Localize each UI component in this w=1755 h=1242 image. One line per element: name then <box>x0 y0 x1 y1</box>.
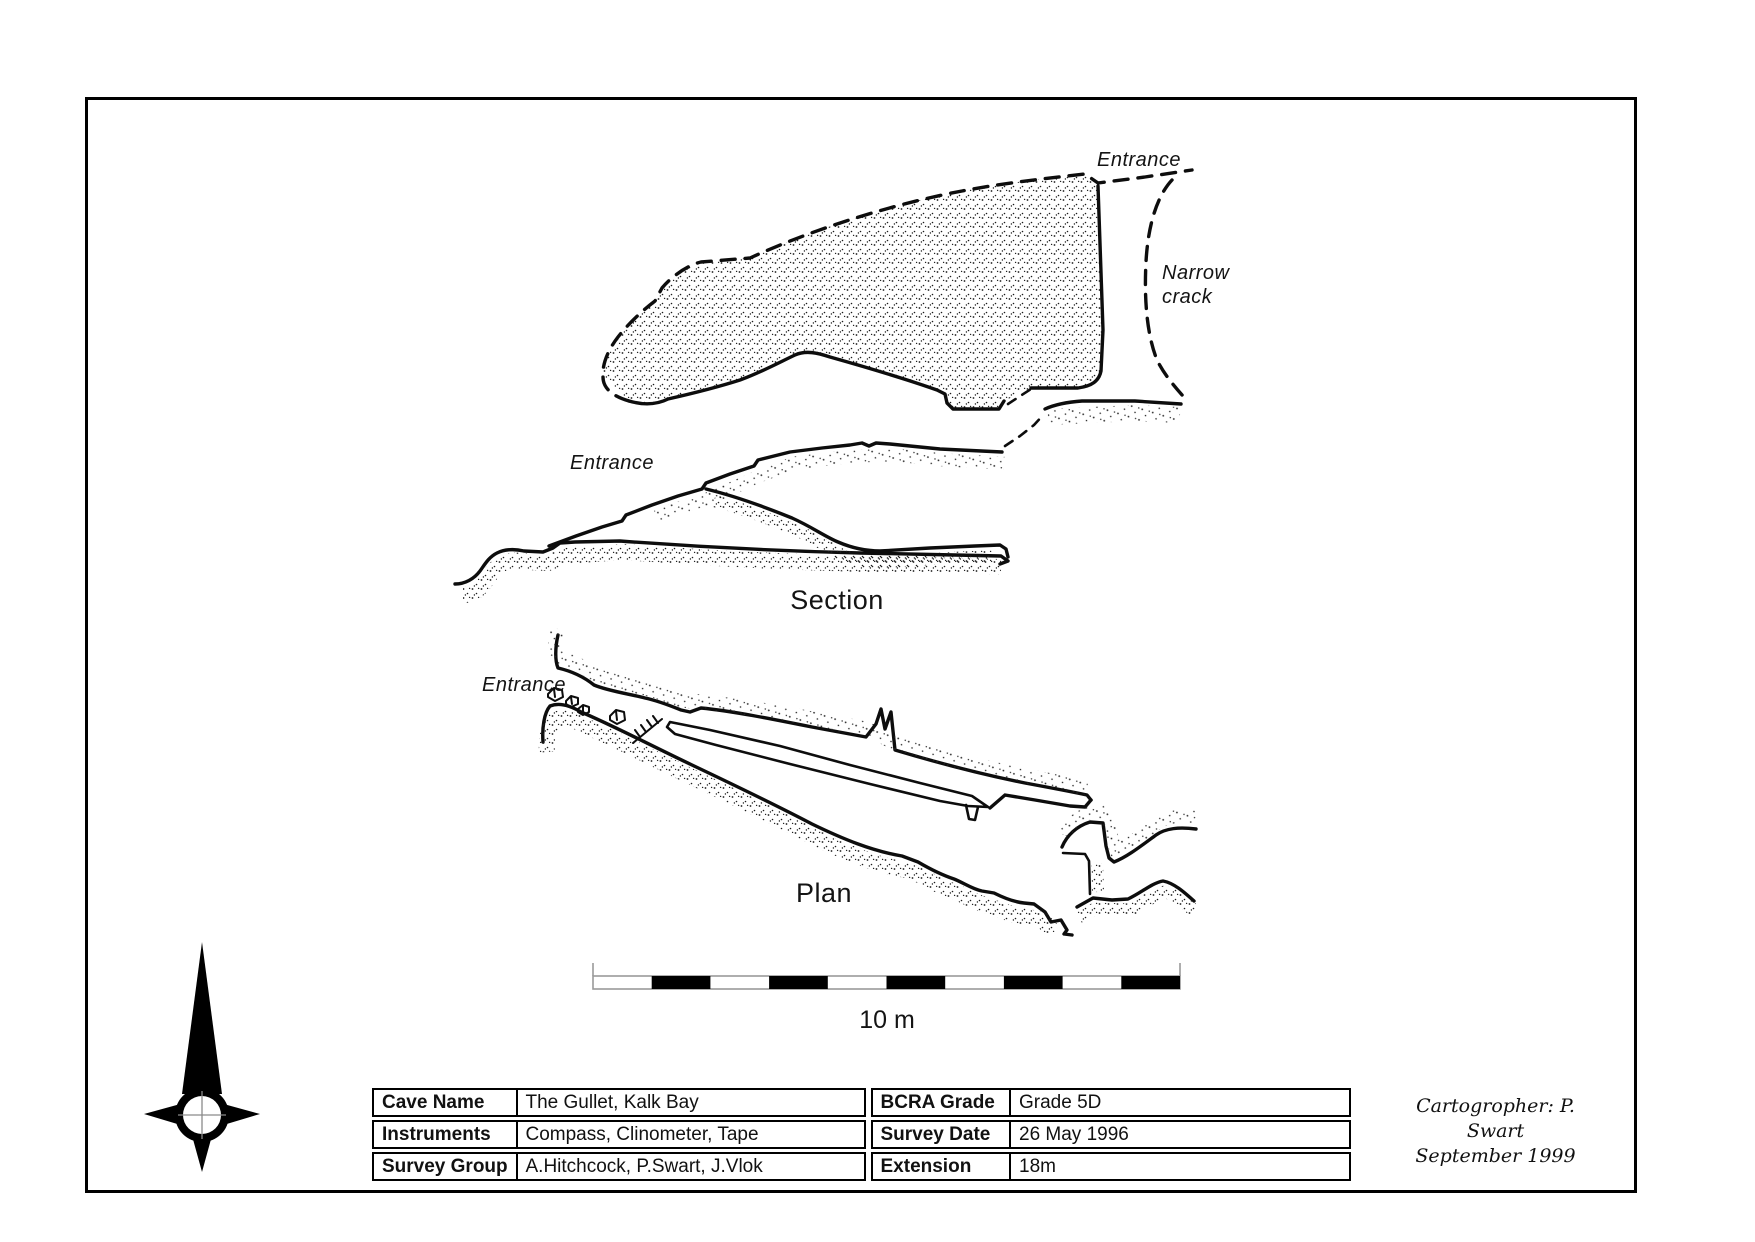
plan-north-stipple <box>556 629 1087 788</box>
entrance-label-top: Entrance <box>1097 149 1182 171</box>
table-header-survey-group: Survey Group <box>372 1152 518 1181</box>
table-row <box>372 1120 1351 1149</box>
north-arrow <box>144 942 260 1172</box>
plan-passage-return-wall <box>990 795 1091 808</box>
plan-right-fragment <box>1062 812 1196 917</box>
entrance-label-plan: Entrance <box>482 674 567 696</box>
table-value-cave-name: The Gullet, Kalk Bay <box>516 1088 866 1117</box>
scale-bar <box>593 963 1180 989</box>
ledge-stipple-band <box>1048 413 1180 417</box>
table-header-bcra-grade: BCRA Grade <box>871 1088 1012 1117</box>
section-ceiling-stipple <box>656 455 1004 516</box>
rock-mass-stipple-fill <box>603 174 1103 409</box>
cartographer-name: Cartogropher: P. Swart <box>1416 1095 1575 1142</box>
plan-title: Plan <box>795 878 853 908</box>
fragment-inner-wall <box>1063 853 1090 894</box>
table-header-extension: Extension <box>871 1152 1012 1181</box>
section-inner-wedge-line <box>706 489 1008 557</box>
table-row <box>372 1152 1351 1181</box>
table-value-bcra-grade: Grade 5D <box>1009 1088 1351 1117</box>
pitch-ticks <box>635 716 658 737</box>
scale-segment <box>1121 976 1180 989</box>
section-view-drawing <box>455 414 1044 595</box>
fragment-mid-stipple <box>1097 864 1098 892</box>
narrow-crack-label-line1: Narrow <box>1162 262 1230 284</box>
table-value-instruments: Compass, Clinometer, Tape <box>516 1120 866 1149</box>
narrow-crack-label-line2: crack <box>1162 286 1213 308</box>
upper-section-drawing <box>603 170 1192 417</box>
entrance-label-section: Entrance <box>570 452 655 474</box>
table-value-survey-group: A.Hitchcock, P.Swart, J.Vlok <box>516 1152 866 1181</box>
table-header-cave-name: Cave Name <box>372 1088 518 1117</box>
scale-segment <box>887 976 946 989</box>
pitch-tick-marks <box>633 716 662 743</box>
scale-segment <box>1004 976 1063 989</box>
scale-segment <box>769 976 828 989</box>
boulder <box>566 696 578 707</box>
table-header-survey-date: Survey Date <box>871 1120 1012 1149</box>
table-value-survey-date: 26 May 1996 <box>1009 1120 1351 1149</box>
cartographer-date: September 1999 <box>1415 1145 1576 1167</box>
table-row <box>372 1088 1351 1117</box>
scale-segment <box>652 976 711 989</box>
north-arrow-spike <box>182 942 222 1094</box>
section-to-ledge-dashes <box>1005 414 1044 446</box>
boulder <box>610 710 625 724</box>
table-header-instruments: Instruments <box>372 1120 518 1149</box>
scale-bar-label: 10 m <box>859 1006 915 1034</box>
table-value-extension: 18m <box>1009 1152 1351 1181</box>
survey-data-table <box>372 1088 1351 1184</box>
plan-view-drawing <box>543 629 1196 935</box>
scale-bar-end-ticks <box>593 963 1180 976</box>
cartographer-credit <box>1388 1094 1603 1169</box>
fragment-upper-stipple <box>1064 812 1196 850</box>
section-title: Section <box>790 585 884 615</box>
